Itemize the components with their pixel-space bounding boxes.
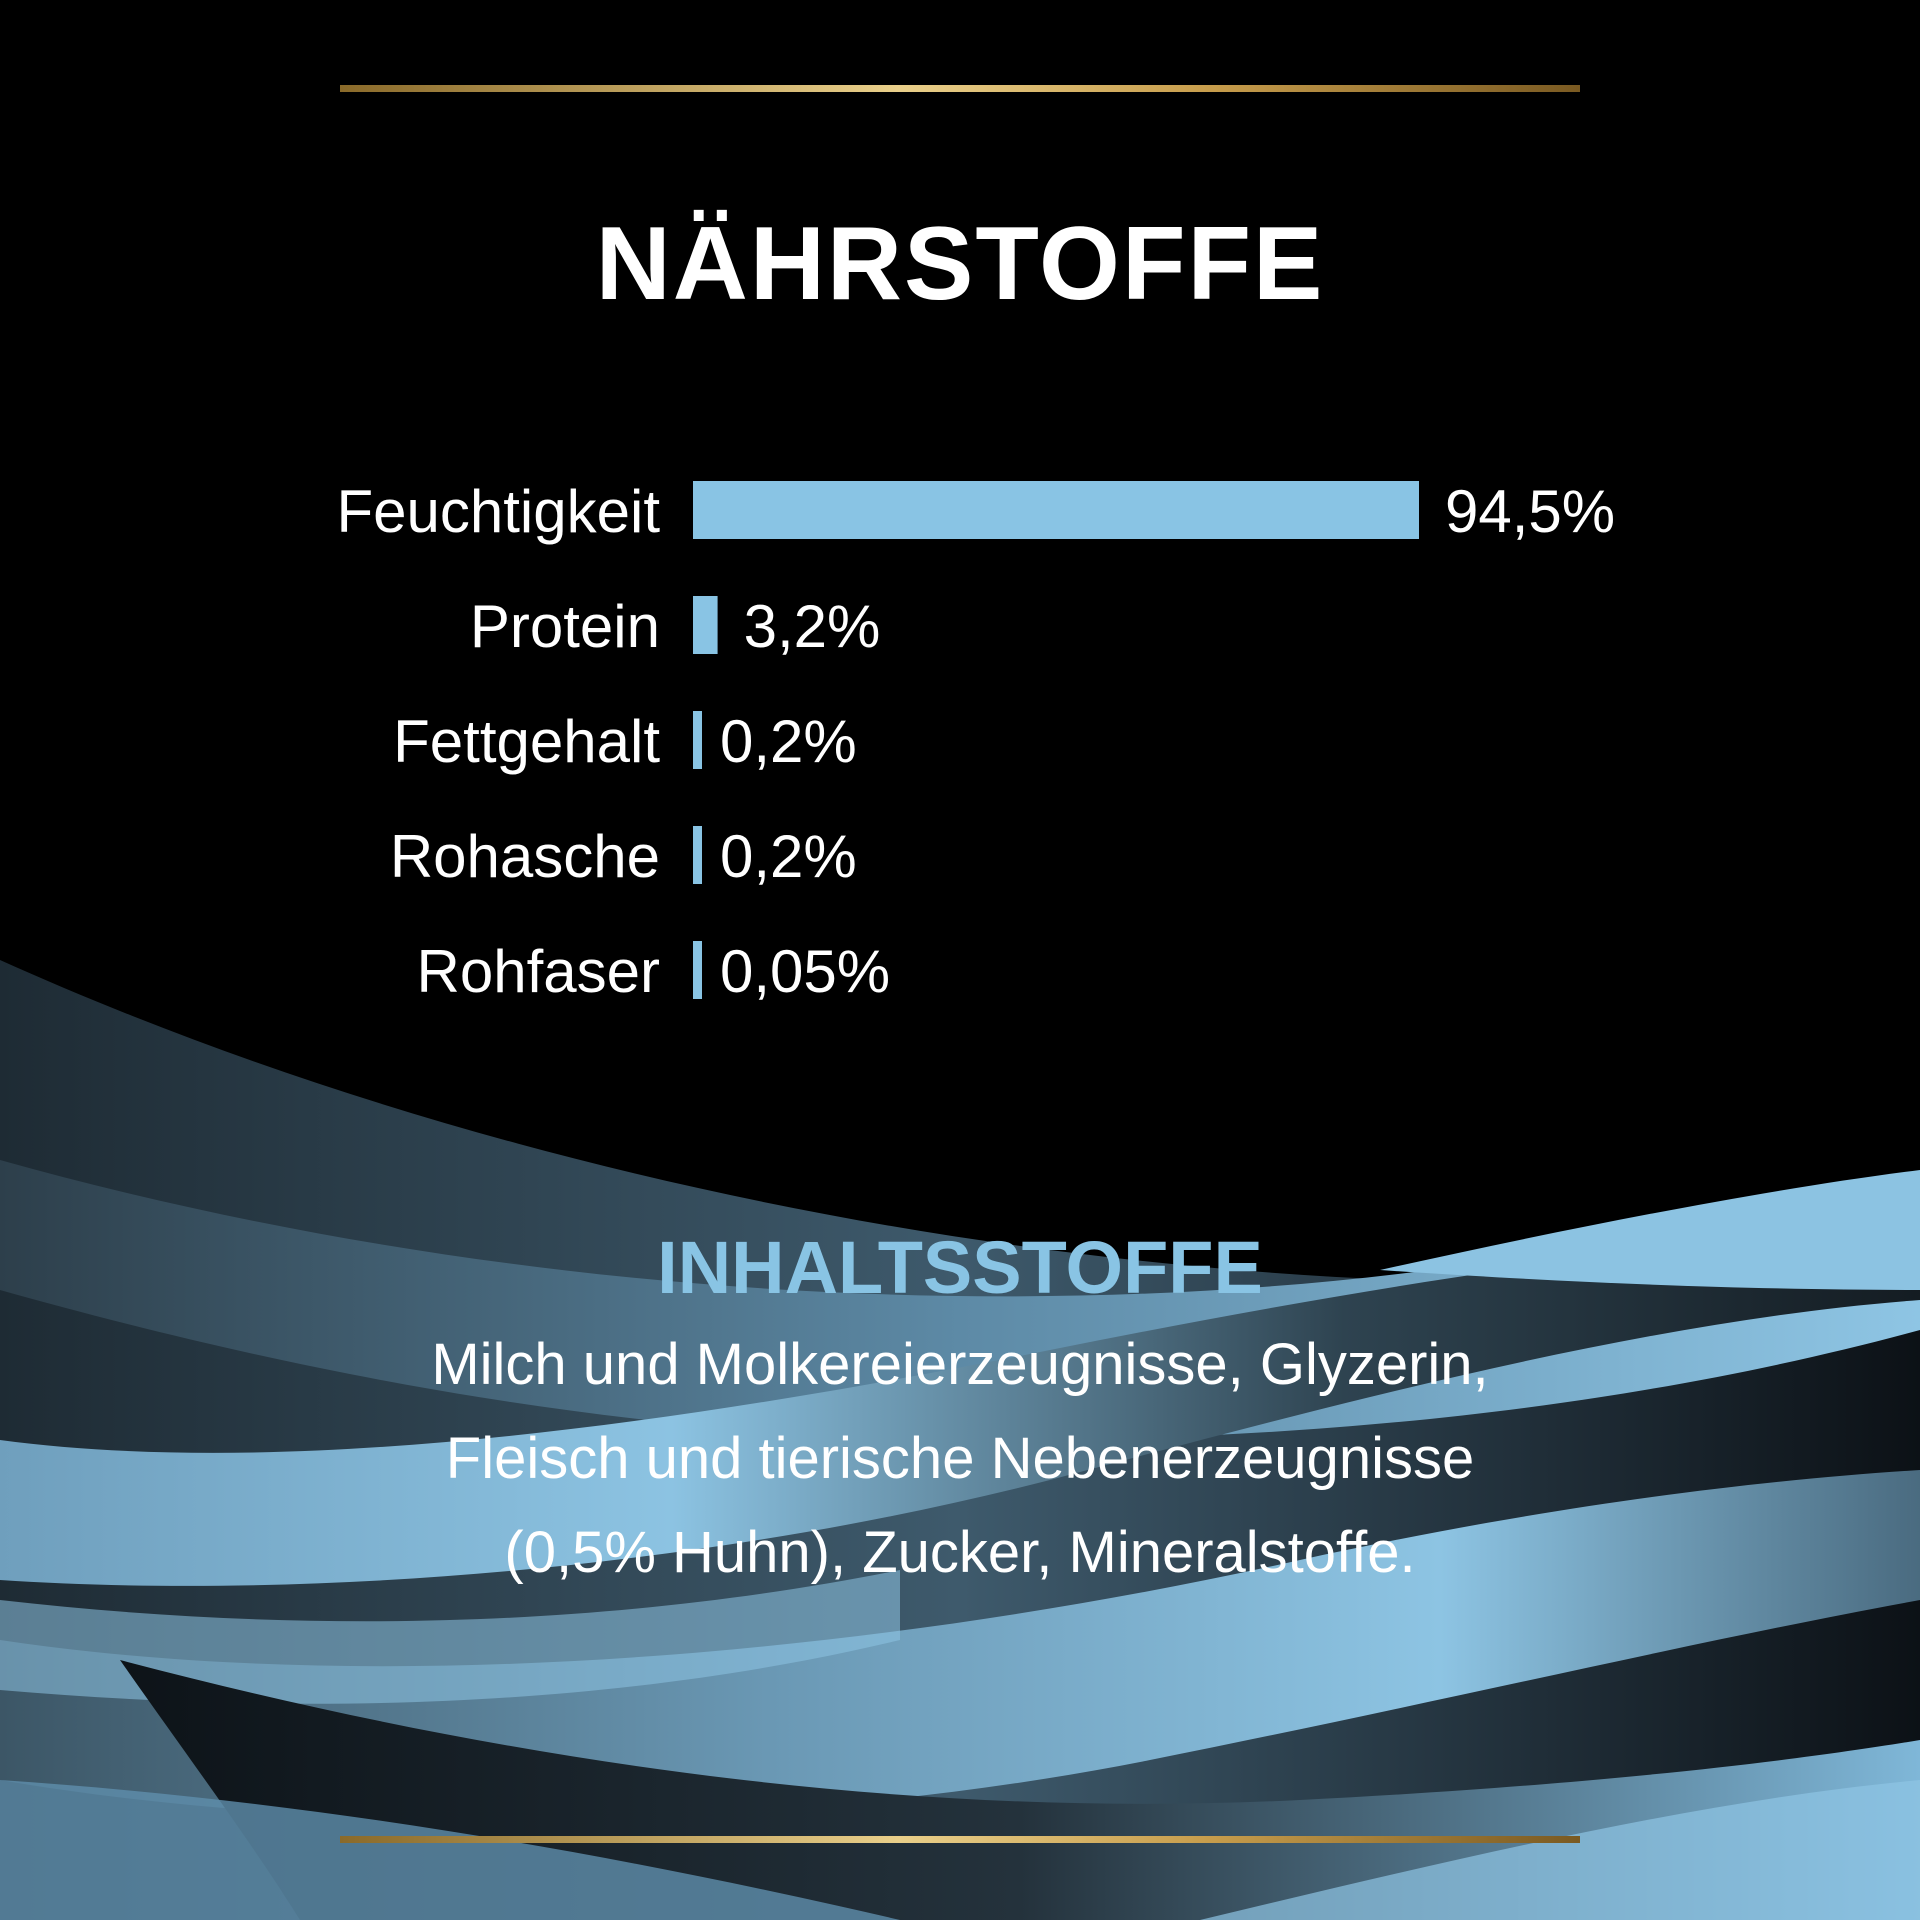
ingredients-line: Fleisch und tierische Nebenerzeugnisse xyxy=(445,1426,1475,1491)
value-label: 0,05% xyxy=(720,938,891,1005)
value-label: 0,2% xyxy=(720,823,857,890)
bar xyxy=(693,826,702,884)
gold-divider-bottom xyxy=(340,1836,1580,1843)
ingredients-heading: INHALTSSTOFFE xyxy=(657,1226,1263,1309)
bar xyxy=(693,481,1419,539)
category-label: Fettgehalt xyxy=(393,708,660,775)
ingredients-line: Milch und Molkereierzeugnisse, Glyzerin, xyxy=(431,1332,1489,1397)
value-label: 0,2% xyxy=(720,708,857,775)
page-title: NÄHRSTOFFE xyxy=(595,206,1325,322)
nutrient-bar-chart xyxy=(0,470,1920,1050)
bar xyxy=(693,941,702,999)
category-label: Feuchtigkeit xyxy=(336,478,660,545)
category-label: Rohfaser xyxy=(416,938,660,1005)
category-label: Protein xyxy=(469,593,660,660)
gold-divider-top xyxy=(340,85,1580,92)
value-label: 94,5% xyxy=(1445,478,1616,545)
ingredients-text xyxy=(260,1318,1660,1600)
value-label: 3,2% xyxy=(743,593,881,660)
ingredients-line: (0,5% Huhn), Zucker, Mineralstoffe. xyxy=(504,1520,1416,1585)
category-label: Rohasche xyxy=(389,823,660,890)
bar xyxy=(693,711,702,769)
bar xyxy=(693,596,718,654)
